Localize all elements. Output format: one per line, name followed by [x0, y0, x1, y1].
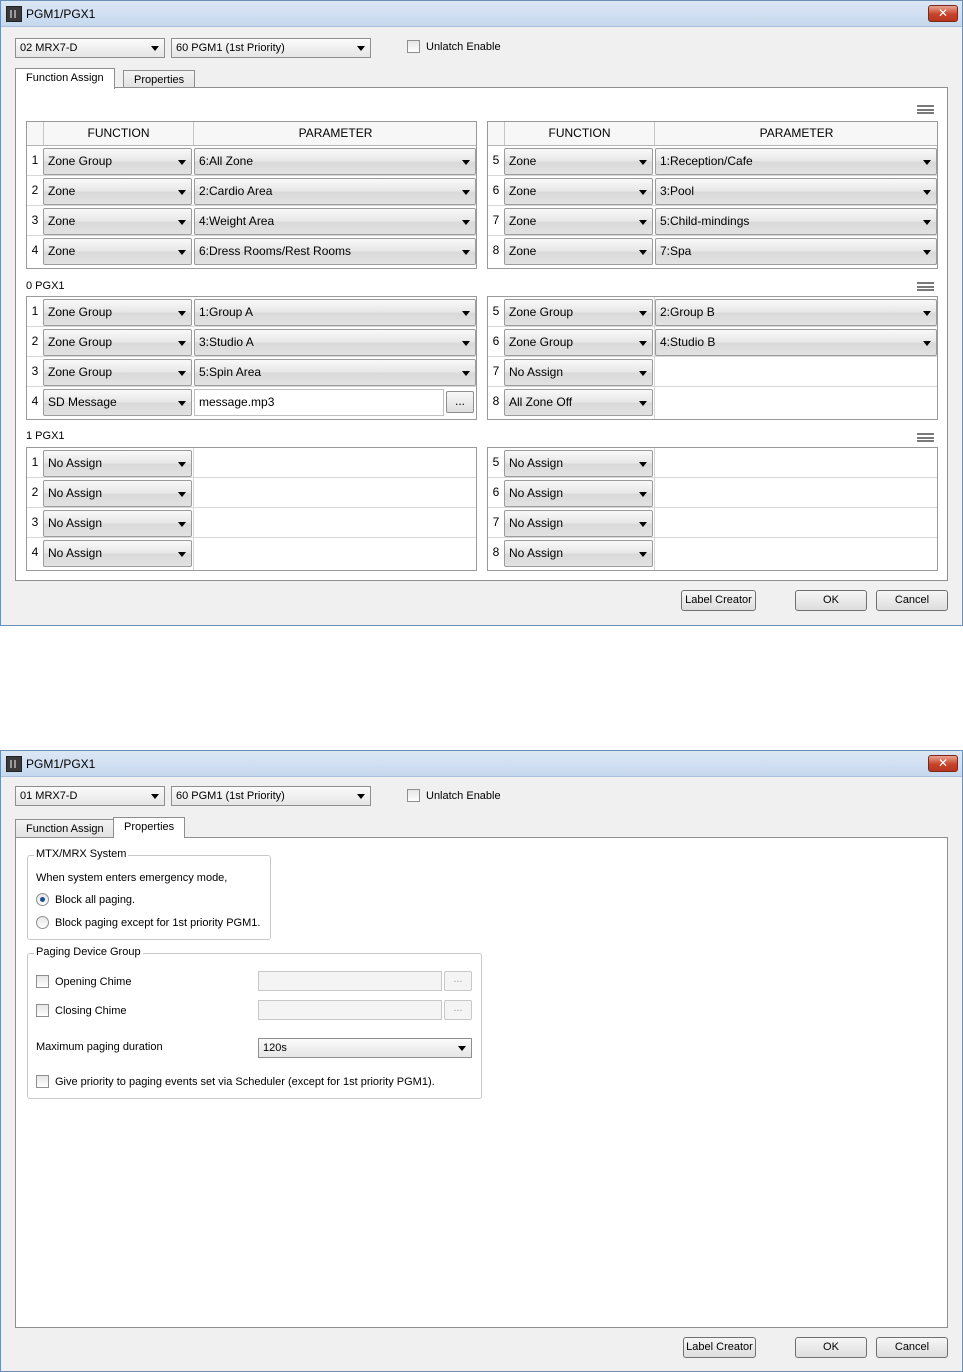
function-select[interactable] [43, 178, 192, 205]
row-number: 7 [492, 515, 500, 529]
function-value: Zone Group [48, 305, 113, 319]
pgm-select[interactable] [171, 38, 371, 58]
function-header: FUNCTION [504, 122, 654, 145]
function-select[interactable] [504, 178, 653, 205]
table-row [27, 387, 476, 417]
chevron-down-icon [178, 552, 186, 557]
parameter-select[interactable] [655, 208, 937, 235]
row-number: 3 [31, 213, 39, 227]
chevron-down-icon [462, 371, 470, 376]
parameter-select[interactable] [194, 178, 476, 205]
function-value: Zone [48, 214, 76, 228]
unlatch-enable-label: Unlatch Enable [426, 789, 501, 802]
mtx-mrx-system-group [27, 848, 271, 940]
function-value: Zone Group [48, 335, 113, 349]
app-icon [6, 6, 22, 22]
browse-button[interactable]: ... [446, 391, 474, 413]
parameter-header: PARAMETER [654, 122, 938, 145]
function-select[interactable] [43, 299, 192, 326]
label-creator-button[interactable]: Label Creator [681, 590, 756, 611]
parameter-value: 2:Cardio Area [199, 184, 273, 198]
scheduler-priority-label: Give priority to paging events set via Scheduler (except for 1st priority PGM1). [55, 1075, 435, 1088]
function-select[interactable] [504, 450, 653, 477]
row-number: 8 [492, 545, 500, 559]
function-select[interactable] [504, 208, 653, 235]
table-row [27, 538, 476, 568]
menu-icon[interactable] [917, 105, 934, 114]
function-header: FUNCTION [43, 122, 193, 145]
chevron-down-icon [357, 794, 365, 799]
message-file-field[interactable]: message.mp3 [194, 389, 444, 416]
max-paging-duration-value: 120s [263, 1042, 287, 1054]
pgx0-table-left [26, 296, 477, 420]
opening-chime-browse-button: ... [444, 971, 472, 991]
function-select[interactable] [43, 208, 192, 235]
paging-device-group [27, 946, 482, 1099]
chevron-down-icon [462, 341, 470, 346]
parameter-select[interactable] [194, 238, 476, 265]
label-creator-button[interactable]: Label Creator [683, 1337, 756, 1358]
parameter-value: 2:Group B [660, 305, 715, 319]
table-row [27, 357, 476, 387]
opening-chime-file-field [258, 971, 442, 991]
parameter-value: 5:Spin Area [199, 365, 262, 379]
function-select[interactable] [504, 389, 653, 416]
row-number: 7 [492, 213, 500, 227]
row-number: 2 [31, 485, 39, 499]
row-number: 7 [492, 364, 500, 378]
closing-chime-checkbox[interactable] [36, 1004, 127, 1017]
tab-function-assign[interactable]: Function Assign [15, 68, 115, 89]
menu-icon[interactable] [917, 433, 934, 442]
device-select[interactable] [15, 38, 165, 58]
pgm-select-value: 60 PGM1 (1st Priority) [176, 790, 285, 802]
checkbox-box[interactable] [36, 1075, 49, 1088]
chevron-down-icon [357, 46, 365, 51]
function-select[interactable] [504, 299, 653, 326]
block-all-paging-label: Block all paging. [55, 893, 136, 906]
table-row [488, 327, 937, 357]
chevron-down-icon [178, 311, 186, 316]
function-select[interactable] [43, 329, 192, 356]
block-all-paging-radio[interactable] [36, 893, 135, 906]
unlatch-enable-label: Unlatch Enable [426, 40, 501, 53]
cancel-button[interactable]: Cancel [876, 590, 948, 611]
dialog-function-assign [0, 0, 963, 626]
properties-panel [15, 837, 948, 1328]
ok-button[interactable]: OK [795, 590, 867, 611]
chevron-down-icon [923, 250, 931, 255]
pgx1-label: 1 PGX1 [26, 430, 65, 442]
function-select[interactable] [504, 148, 653, 175]
device-select-value: 02 MRX7-D [20, 42, 78, 54]
chevron-down-icon [639, 311, 647, 316]
function-value: Zone Group [48, 365, 113, 379]
chevron-down-icon [178, 160, 186, 165]
max-paging-duration-select[interactable] [258, 1038, 472, 1058]
parameter-select[interactable] [194, 299, 476, 326]
tab-properties[interactable]: Properties [123, 70, 195, 89]
pgx1-table-left [26, 447, 477, 571]
pgx1-table-right [487, 447, 938, 571]
checkbox-box[interactable] [36, 975, 49, 988]
function-value: No Assign [48, 516, 103, 530]
pgx0-label: 0 PGX1 [26, 280, 65, 292]
row-number: 4 [31, 394, 39, 408]
emergency-mode-text: When system enters emergency mode, [36, 872, 228, 884]
chevron-down-icon [639, 341, 647, 346]
function-select[interactable] [504, 480, 653, 507]
function-value: Zone [48, 184, 76, 198]
chevron-down-icon [178, 341, 186, 346]
parameter-select[interactable] [655, 299, 937, 326]
table-row [488, 387, 937, 417]
ok-button[interactable]: OK [795, 1337, 867, 1358]
table-row [488, 508, 937, 538]
chevron-down-icon [178, 462, 186, 467]
function-select[interactable] [504, 359, 653, 386]
table-row [488, 146, 937, 176]
unlatch-enable-checkbox[interactable] [407, 40, 501, 53]
closing-chime-label: Closing Chime [55, 1004, 127, 1017]
chevron-down-icon [178, 522, 186, 527]
function-select[interactable] [43, 510, 192, 537]
unlatch-enable-checkbox[interactable] [407, 789, 501, 802]
pgx0-table-right [487, 296, 938, 420]
parameter-select[interactable] [194, 208, 476, 235]
row-number: 4 [31, 243, 39, 257]
parameter-value: 6:All Zone [199, 154, 254, 168]
radio-unselected-icon[interactable] [36, 916, 49, 929]
table-row [488, 448, 937, 478]
chevron-down-icon [923, 311, 931, 316]
function-value: Zone [48, 244, 76, 258]
dialog-properties [0, 750, 963, 1372]
row-number: 1 [31, 304, 39, 318]
function-value: Zone Group [509, 305, 574, 319]
row-number: 1 [31, 153, 39, 167]
row-number: 2 [31, 334, 39, 348]
function-value: No Assign [48, 456, 103, 470]
chevron-down-icon [178, 190, 186, 195]
row-number: 6 [492, 485, 500, 499]
function-value: No Assign [509, 516, 564, 530]
function-select[interactable] [504, 540, 653, 567]
function-value: Zone [509, 154, 537, 168]
function-value: Zone Group [509, 335, 574, 349]
block-except-pgm1-radio[interactable] [36, 916, 260, 929]
chevron-down-icon [639, 160, 647, 165]
table-row [27, 176, 476, 206]
parameter-value: 4:Studio B [660, 335, 716, 349]
chevron-down-icon [462, 220, 470, 225]
table-row [488, 297, 937, 327]
title-bar [1, 1, 962, 27]
table-row [27, 508, 476, 538]
function-value: No Assign [509, 365, 564, 379]
parameter-value: 3:Studio A [199, 335, 254, 349]
row-number: 5 [492, 304, 500, 318]
table-row [488, 538, 937, 568]
table-row [27, 146, 476, 176]
tab-properties[interactable]: Properties [113, 817, 185, 838]
tab-function-assign[interactable]: Function Assign [15, 819, 115, 838]
function-value: No Assign [48, 546, 103, 560]
function-value: No Assign [509, 486, 564, 500]
pgm-select-value: 60 PGM1 (1st Priority) [176, 42, 285, 54]
closing-chime-browse-button: ... [444, 1000, 472, 1020]
chevron-down-icon [151, 794, 159, 799]
opening-chime-checkbox[interactable] [36, 975, 131, 988]
function-value: No Assign [509, 456, 564, 470]
function-select[interactable] [43, 450, 192, 477]
chevron-down-icon [178, 492, 186, 497]
closing-chime-file-field [258, 1000, 442, 1020]
table-row [27, 327, 476, 357]
chevron-down-icon [639, 250, 647, 255]
function-select[interactable] [504, 510, 653, 537]
parameter-select[interactable] [655, 238, 937, 265]
table-row [27, 236, 476, 266]
function-value: SD Message [48, 395, 117, 409]
table-row [488, 176, 937, 206]
function-select[interactable] [43, 480, 192, 507]
chevron-down-icon [462, 311, 470, 316]
function-value: No Assign [48, 486, 103, 500]
checkbox-box[interactable] [407, 789, 420, 802]
app-icon [6, 756, 22, 772]
row-number: 2 [31, 183, 39, 197]
row-number: 3 [31, 515, 39, 529]
table-row [27, 478, 476, 508]
chevron-down-icon [923, 190, 931, 195]
scheduler-priority-checkbox[interactable] [36, 1075, 435, 1088]
function-select[interactable] [43, 540, 192, 567]
parameter-select[interactable] [655, 148, 937, 175]
row-number: 5 [492, 455, 500, 469]
parameter-select[interactable] [194, 359, 476, 386]
row-number: 8 [492, 394, 500, 408]
parameter-value: 1:Group A [199, 305, 254, 319]
function-value: All Zone Off [509, 395, 573, 409]
row-number: 4 [31, 545, 39, 559]
pgm-table-right [487, 121, 938, 269]
chevron-down-icon [178, 371, 186, 376]
opening-chime-label: Opening Chime [55, 975, 132, 988]
function-value: Zone Group [48, 154, 113, 168]
close-button[interactable]: ✕ [928, 755, 958, 772]
parameter-value: 3:Pool [660, 184, 695, 198]
chevron-down-icon [178, 220, 186, 225]
table-row [27, 206, 476, 236]
chevron-down-icon [639, 462, 647, 467]
chevron-down-icon [639, 492, 647, 497]
row-number: 3 [31, 364, 39, 378]
chevron-down-icon [923, 341, 931, 346]
window-title: PGM1/PGX1 [26, 757, 96, 771]
function-select[interactable] [43, 238, 192, 265]
function-value: Zone [509, 214, 537, 228]
function-assign-panel [15, 87, 948, 581]
parameter-value: 6:Dress Rooms/Rest Rooms [199, 244, 352, 258]
parameter-value: 7:Spa [660, 244, 692, 258]
window-title: PGM1/PGX1 [26, 7, 96, 21]
chevron-down-icon [639, 371, 647, 376]
function-select[interactable] [43, 148, 192, 175]
parameter-select[interactable] [194, 329, 476, 356]
chevron-down-icon [462, 250, 470, 255]
chevron-down-icon [462, 190, 470, 195]
block-except-pgm1-label: Block paging except for 1st priority PGM1. [55, 916, 261, 929]
row-number: 1 [31, 455, 39, 469]
parameter-select[interactable] [194, 148, 476, 175]
table-row [488, 236, 937, 266]
row-number: 6 [492, 183, 500, 197]
function-value: Zone [509, 184, 537, 198]
menu-icon[interactable] [917, 282, 934, 291]
checkbox-box[interactable] [36, 1004, 49, 1017]
chevron-down-icon [639, 401, 647, 406]
group-legend: MTX/MRX System [36, 848, 127, 860]
pgm-table-left [26, 121, 477, 269]
chevron-down-icon [923, 220, 931, 225]
chevron-down-icon [639, 220, 647, 225]
chevron-down-icon [178, 401, 186, 406]
pgm-select[interactable] [171, 786, 371, 806]
table-header [27, 122, 476, 146]
table-row [27, 297, 476, 327]
parameter-select[interactable] [655, 329, 937, 356]
function-select[interactable] [504, 238, 653, 265]
table-header [488, 122, 937, 146]
chevron-down-icon [639, 190, 647, 195]
function-select[interactable] [43, 359, 192, 386]
chevron-down-icon [923, 160, 931, 165]
device-select[interactable] [15, 786, 165, 806]
device-select-value: 01 MRX7-D [20, 790, 78, 802]
radio-selected-icon[interactable] [36, 893, 49, 906]
title-bar [1, 751, 962, 777]
table-row [488, 206, 937, 236]
parameter-value: 1:Reception/Cafe [660, 154, 753, 168]
chevron-down-icon [639, 522, 647, 527]
table-row [27, 448, 476, 478]
table-row [488, 478, 937, 508]
function-value: Zone [509, 244, 537, 258]
row-number: 8 [492, 243, 500, 257]
function-select[interactable] [504, 329, 653, 356]
row-number: 6 [492, 334, 500, 348]
row-number: 5 [492, 153, 500, 167]
chevron-down-icon [178, 250, 186, 255]
parameter-select[interactable] [655, 178, 937, 205]
group-legend: Paging Device Group [36, 946, 141, 958]
table-row [488, 357, 937, 387]
max-paging-duration-label: Maximum paging duration [36, 1041, 163, 1053]
function-value: No Assign [509, 546, 564, 560]
chevron-down-icon [639, 552, 647, 557]
parameter-header: PARAMETER [193, 122, 477, 145]
close-button[interactable]: ✕ [928, 5, 958, 22]
chevron-down-icon [458, 1046, 466, 1051]
parameter-value: 4:Weight Area [199, 214, 275, 228]
checkbox-box[interactable] [407, 40, 420, 53]
chevron-down-icon [151, 46, 159, 51]
cancel-button[interactable]: Cancel [876, 1337, 948, 1358]
parameter-value: 5:Child-mindings [660, 214, 750, 228]
chevron-down-icon [462, 160, 470, 165]
function-select[interactable] [43, 389, 192, 416]
